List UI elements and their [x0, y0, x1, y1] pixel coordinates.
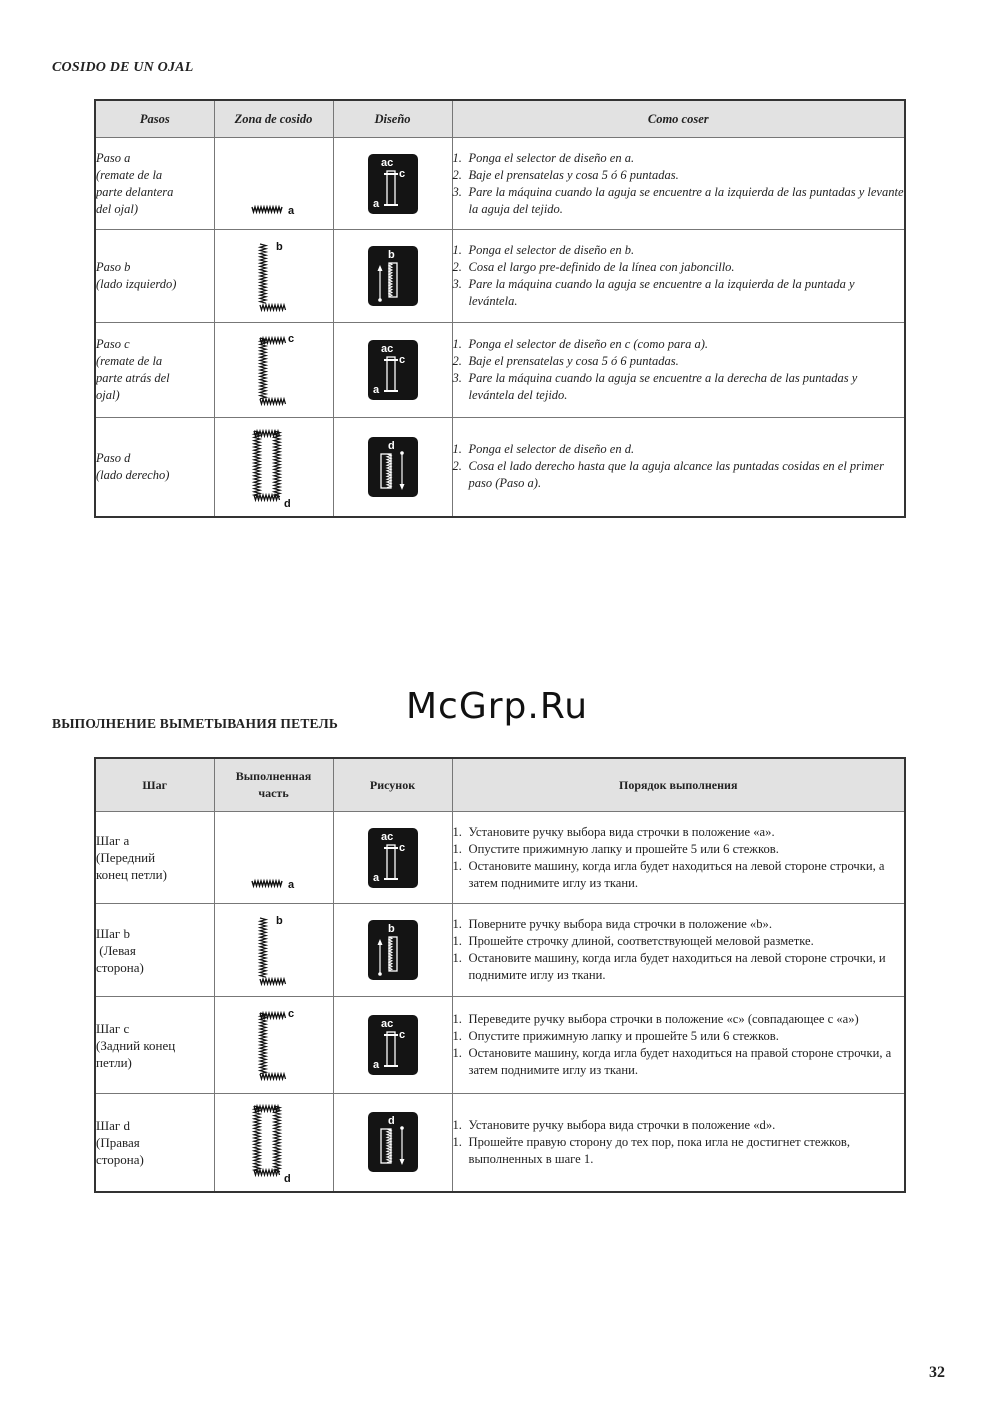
table-header-row: [95, 758, 905, 812]
svg-text:c: c: [398, 841, 405, 854]
svg-text:d: d: [283, 1173, 291, 1185]
instruction-item: [453, 858, 905, 892]
instruction-item: [453, 336, 905, 353]
sewing-zone-figure: [214, 230, 333, 323]
step-label: [95, 997, 214, 1094]
sewing-zone-figure: [214, 1094, 333, 1192]
svg-text:ac: ac: [380, 1018, 393, 1030]
instruction-text: Опустите прижимную лапку и прошейте 5 или 6 стежков.: [468, 1029, 779, 1043]
svg-text:a: a: [372, 197, 379, 210]
step-label-line: Шаг d: [96, 1117, 130, 1133]
step-label-line: Шаг a: [96, 833, 130, 848]
sewing-zone-figure: [214, 997, 333, 1094]
instruction-text: Остановите машину, когда игла будет находиться на левой стороне строчки, а затем поднимите иглу из ткани.: [468, 858, 885, 890]
instruction-list: [453, 824, 905, 892]
instructions: [452, 1094, 905, 1192]
instruction-text: Pare la máquina cuando la aguja se encuentre a la derecha de las puntadas y levántela del tejido.: [468, 371, 858, 402]
step-label: [95, 323, 214, 418]
instruction-text: Прошейте правую сторону до тех пор, пока игла не достигнет стежков, выполненных в шаге 1.: [468, 1134, 851, 1166]
step-label-line: parte atrás del: [96, 371, 170, 385]
instruction-number: 1.: [452, 1117, 462, 1132]
instruction-item: [453, 184, 905, 218]
step-label-line: сторона): [96, 959, 144, 975]
instruction-item: [453, 1011, 905, 1028]
step-label-line: (Задний конец: [96, 1037, 176, 1053]
instruction-text: Установите ручку выбора вида строчки в положение «a».: [468, 824, 775, 839]
instructions: [452, 997, 905, 1094]
step-label: [95, 1094, 214, 1192]
instructions: [452, 323, 905, 418]
instruction-text: Ponga el selector de diseño en c (como para a).: [468, 337, 709, 351]
instruction-number: 2.: [452, 459, 462, 474]
svg-text:c: c: [398, 354, 405, 366]
pattern-selector-icon: [333, 138, 452, 230]
instructions: [452, 138, 905, 230]
instruction-text: Cosa el largo pre-definido de la línea con jaboncillo.: [468, 260, 735, 274]
instructions: [452, 418, 905, 517]
pattern-selector-icon: [333, 230, 452, 323]
step-label-line: Paso a: [96, 150, 131, 165]
pattern-selector-icon: [333, 904, 452, 997]
step-label-line: Paso b: [96, 260, 131, 274]
header-line: Выполненная: [235, 769, 312, 783]
instruction-text: Ponga el selector de diseño en d.: [468, 442, 635, 457]
step-label-line: Paso c: [96, 337, 130, 351]
svg-text:b: b: [275, 241, 283, 253]
col-header-design: Diseño: [333, 100, 452, 138]
step-label-line: (Передний: [96, 850, 156, 865]
instruction-number: 1.: [452, 841, 462, 856]
svg-text:a: a: [372, 1059, 379, 1071]
instruction-text: Установите ручку выбора вида строчки в положение «d».: [468, 1117, 776, 1132]
svg-text:b: b: [387, 923, 395, 935]
instruction-item: [453, 1028, 905, 1045]
col-header-steps: Pasos: [95, 100, 214, 138]
col-header-part: [214, 758, 333, 812]
instruction-number: 1.: [452, 934, 462, 948]
instruction-text: Опустите прижимную лапку и прошейте 5 или 6 стежков.: [468, 841, 779, 856]
svg-text:b: b: [275, 915, 283, 927]
instruction-list: [453, 441, 905, 492]
svg-text:d: d: [387, 439, 395, 452]
step-label: [95, 418, 214, 517]
step-label-line: сторона): [96, 1151, 144, 1167]
svg-text:c: c: [287, 333, 294, 345]
svg-text:c: c: [287, 1008, 294, 1020]
instruction-text: Ponga el selector de diseño en a.: [468, 150, 635, 165]
instruction-text: Pare la máquina cuando la aguja se encuentre a la izquierda de la puntada y levántela.: [468, 277, 855, 308]
svg-text:a: a: [287, 878, 294, 891]
sewing-zone-figure: [214, 323, 333, 418]
instruction-number: 1.: [452, 824, 462, 839]
instruction-list: [453, 242, 905, 310]
instruction-number: 1.: [452, 243, 462, 257]
pattern-selector-icon: [333, 997, 452, 1094]
svg-text:ac: ac: [380, 343, 393, 355]
step-label-line: ojal): [96, 388, 120, 402]
instruction-item: [453, 824, 905, 841]
instruction-number: 3.: [452, 277, 462, 291]
instruction-list: [453, 916, 905, 984]
instruction-number: 1.: [452, 1046, 462, 1060]
step-label-line: петли): [96, 1054, 132, 1070]
col-header-picture: Рисунок: [333, 758, 452, 812]
svg-text:a: a: [372, 384, 379, 396]
instruction-text: Прошейте строчку длиной, соответствующей меловой разметке.: [468, 934, 814, 948]
table-row: [95, 230, 905, 323]
instruction-item: [453, 1117, 905, 1134]
svg-text:a: a: [287, 204, 294, 217]
instruction-text: Поверните ручку выбора вида строчки в положение «b».: [468, 917, 772, 931]
sewing-zone-figure: [214, 138, 333, 230]
table-row: [95, 323, 905, 418]
instruction-number: 1.: [452, 1134, 462, 1149]
pattern-selector-icon: [333, 812, 452, 904]
instruction-number: 3.: [452, 371, 462, 385]
sewing-zone-figure: [214, 812, 333, 904]
instructions: [452, 904, 905, 997]
pattern-selector-icon: [333, 1094, 452, 1192]
table-row: [95, 812, 905, 904]
step-label-line: (remate de la: [96, 354, 163, 368]
instruction-text: Baje el prensatelas y cosa 5 ó 6 puntadas.: [468, 167, 679, 182]
instruction-item: [453, 242, 905, 259]
table-header-row: [95, 100, 905, 138]
instruction-text: Остановите машину, когда игла будет находиться на левой стороне строчки, и поднимите иглу из ткани.: [468, 951, 886, 982]
instruction-item: [453, 259, 905, 276]
step-label: [95, 138, 214, 230]
instruction-number: 1.: [452, 917, 462, 931]
instruction-list: [453, 150, 905, 218]
col-header-how: Como coser: [452, 100, 905, 138]
svg-text:ac: ac: [380, 156, 393, 169]
step-label-line: (lado izquierdo): [96, 277, 177, 291]
instruction-number: 1.: [452, 951, 462, 965]
instruction-number: 1.: [452, 858, 462, 873]
step-label-line: del ojal): [96, 201, 139, 216]
instruction-list: [453, 1117, 905, 1168]
step-label-line: Paso d: [96, 450, 131, 465]
sewing-zone-figure: [214, 418, 333, 517]
instructions: [452, 812, 905, 904]
step-label: [95, 230, 214, 323]
table-row: [95, 418, 905, 517]
col-header-order: Порядок выполнения: [452, 758, 905, 812]
instruction-item: [453, 950, 905, 984]
instruction-list: [453, 336, 905, 404]
instruction-item: [453, 167, 905, 184]
step-label-line: parte delantera: [96, 184, 174, 199]
table-row: [95, 997, 905, 1094]
svg-text:ac: ac: [380, 830, 393, 843]
svg-text:b: b: [387, 249, 395, 261]
col-header-step: Шаг: [95, 758, 214, 812]
instruction-item: [453, 841, 905, 858]
buttonhole-table-es: [94, 99, 906, 518]
pattern-selector-icon: [333, 418, 452, 517]
buttonhole-table-ru: [94, 757, 906, 1193]
instruction-number: 2.: [452, 167, 462, 182]
svg-text:d: d: [387, 1115, 395, 1128]
svg-text:c: c: [398, 1029, 405, 1041]
instruction-text: Pare la máquina cuando la aguja se encuentre a la izquierda de las puntadas y levante la aguja del tejido.: [468, 184, 904, 216]
step-label: [95, 904, 214, 997]
instruction-text: Остановите машину, когда игла будет находиться на правой стороне строчки, а затем поднимите иглу из ткани.: [468, 1046, 892, 1077]
sewing-zone-figure: [214, 904, 333, 997]
step-label-line: (remate de la: [96, 167, 163, 182]
section-title-es: COSIDO DE UN OJAL: [52, 60, 194, 75]
svg-text:d: d: [283, 497, 291, 509]
instruction-item: [453, 458, 905, 492]
instruction-item: [453, 933, 905, 950]
page-number: 32: [929, 1364, 945, 1381]
instruction-item: [453, 276, 905, 310]
instruction-item: [453, 1045, 905, 1079]
instruction-item: [453, 916, 905, 933]
instructions: [452, 230, 905, 323]
instruction-text: Cosa el lado derecho hasta que la aguja alcance las puntadas cosidas en el primer paso (Paso a).: [468, 459, 884, 491]
instruction-number: 2.: [452, 354, 462, 368]
instruction-number: 3.: [452, 184, 462, 199]
instruction-item: [453, 1134, 905, 1168]
instruction-number: 1.: [452, 150, 462, 165]
step-label-line: конец петли): [96, 867, 167, 882]
instruction-list: [453, 1011, 905, 1079]
col-header-zone: Zona de cosido: [214, 100, 333, 138]
header-line: часть: [258, 786, 289, 800]
svg-text:a: a: [372, 871, 379, 884]
table-row: [95, 138, 905, 230]
pattern-selector-icon: [333, 323, 452, 418]
instruction-text: Baje el prensatelas y cosa 5 ó 6 puntadas.: [468, 354, 679, 368]
instruction-item: [453, 353, 905, 370]
instruction-number: 1.: [452, 337, 462, 351]
instruction-text: Переведите ручку выбора строчки в положение «c» (совпадающее с «a»): [468, 1012, 859, 1026]
step-label-line: Шаг b: [96, 925, 130, 941]
instruction-item: [453, 441, 905, 458]
section-title-ru: ВЫПОЛНЕНИЕ ВЫМЕТЫВАНИЯ ПЕТЕЛЬ: [52, 716, 338, 731]
watermark: McGrp.Ru: [406, 686, 589, 727]
instruction-number: 1.: [452, 442, 462, 457]
instruction-item: [453, 150, 905, 167]
step-label-line: Шаг c: [96, 1020, 130, 1036]
svg-text:c: c: [398, 167, 405, 180]
step-label: [95, 812, 214, 904]
instruction-item: [453, 370, 905, 404]
instruction-number: 1.: [452, 1012, 462, 1026]
step-label-line: (lado derecho): [96, 467, 170, 482]
instruction-number: 2.: [452, 260, 462, 274]
step-label-line: (Правая: [96, 1134, 140, 1150]
step-label-line: (Левая: [96, 942, 136, 958]
instruction-text: Ponga el selector de diseño en b.: [468, 243, 635, 257]
table-row: [95, 1094, 905, 1192]
table-row: [95, 904, 905, 997]
instruction-number: 1.: [452, 1029, 462, 1043]
